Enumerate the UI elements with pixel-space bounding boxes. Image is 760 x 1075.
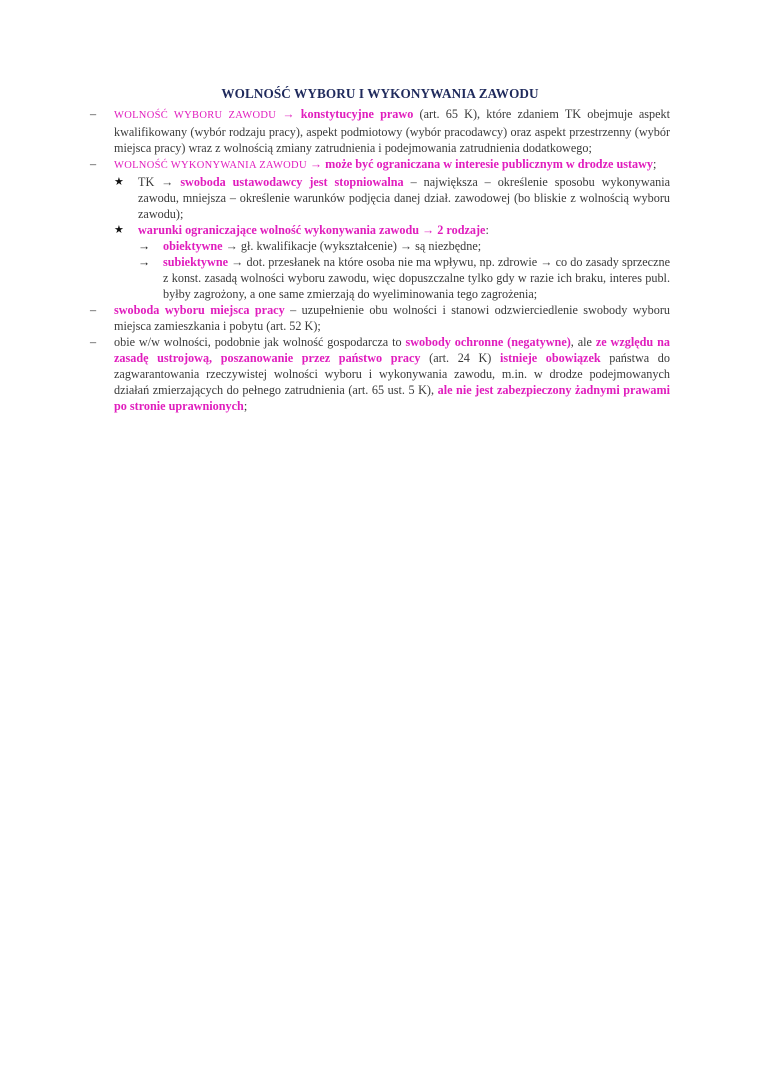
body-text: (art. 24 K) (420, 351, 500, 365)
arrow-icon: → (138, 239, 151, 253)
body-text: → dot. przesłanek na które osoba nie ma wpływu, np. zdrowie → co do zasady sprzeczne z konst. zasadą wolności wyboru zawodu, więc dopuszczalne tylko gdy w razie ich braku, interes publ. byłby zagrożony, a one same zmierzają do wyeliminowania tego zagrożenia; (163, 255, 670, 301)
list-item (90, 106, 670, 156)
list-item (90, 334, 670, 414)
highlight-text: ale nie jest zabezpieczony żadnymi prawami po stronie uprawnionych (114, 383, 670, 413)
highlight-text: może być ograniczana w interesie publicznym w drodze ustawy (325, 157, 654, 171)
highlight-text: istnieje obowiązek (499, 351, 601, 365)
body-text: : (485, 223, 489, 237)
star-icon: ★ (114, 224, 124, 236)
sub-list-item (114, 222, 670, 238)
highlight-term: WOLNOŚĆ WYBORU ZAWODU (114, 110, 277, 121)
document-title: WOLNOŚĆ WYBORU I WYKONYWANIA ZAWODU (221, 86, 539, 101)
dash-marker: – (90, 303, 97, 317)
body-text: (art. 65 K), które zdaniem TK obejmuje aspekt kwalifikowany (wybór rodzaju pracy), aspekt podmiotowy (wybór pracodawcy) oraz aspekt przestrzenny (wybór miejsca pracy) wraz z wolnością zmiany zatrudnienia i podejmowania zatrudnienia dodatkowego; (114, 107, 671, 155)
arrow-icon: → (138, 255, 151, 269)
body-text: – największa – określenie sposobu wykonywania zawodu, mniejsza – określenie warunków podjęcia danej dział. zawodowej (bo bliskie z wolnością wyboru zawodu); (138, 175, 670, 221)
body-text: państwa do zagwarantowania rzeczywistej wolności wyboru i wykonywania zawodu, m.in. w drodze podejmowanych działań zmierzających do pełnego zatrudnienia (art. 65 ust. 5 K), (114, 351, 670, 397)
body-text: ; (243, 399, 248, 413)
body-text: obie w/w wolności, podobnie jak wolność gospodarcza to (114, 335, 406, 349)
body-text: – uzupełnienie obu wolności i stanowi odzwierciedlenie swobody wyboru miejsca zamieszkania i pobytu (art. 52 K); (114, 303, 670, 333)
highlight-text: konstytucyjne prawo (300, 107, 414, 121)
sub-list-item (114, 174, 670, 222)
body-text: TK → (138, 175, 181, 189)
highlight-text: obiektywne (163, 239, 223, 253)
highlight-text: swoboda ustawodawcy jest stopniowalna (180, 175, 404, 189)
list-item (90, 156, 670, 174)
arrow-list-item (138, 238, 670, 254)
dash-marker: – (90, 107, 97, 121)
dash-marker: – (90, 157, 97, 171)
highlight-text: subiektywne (163, 255, 229, 269)
document-body (90, 106, 670, 414)
arrow-text: → (306, 157, 326, 171)
dash-marker: – (90, 335, 97, 349)
body-text: , ale (570, 335, 596, 349)
highlight-text: warunki ograniczające wolność wykonywania zawodu → 2 rodzaje (138, 223, 486, 237)
arrow-list-item (138, 254, 670, 302)
arrow-text: → (276, 107, 301, 121)
list-item (90, 302, 670, 334)
highlight-text: ze względu na zasadę ustrojową, poszanowanie przez państwo pracy (114, 335, 670, 365)
highlight-text: swobody ochronne (negatywne) (405, 335, 571, 349)
star-icon: ★ (114, 176, 124, 188)
highlight-term: WOLNOŚĆ WYKONYWANIA ZAWODU (114, 160, 307, 171)
body-text: ; (653, 157, 657, 171)
highlight-text: swoboda wyboru miejsca pracy (114, 303, 285, 317)
body-text: → gł. kwalifikacje (wykształcenie) → są niezbędne; (222, 239, 482, 253)
